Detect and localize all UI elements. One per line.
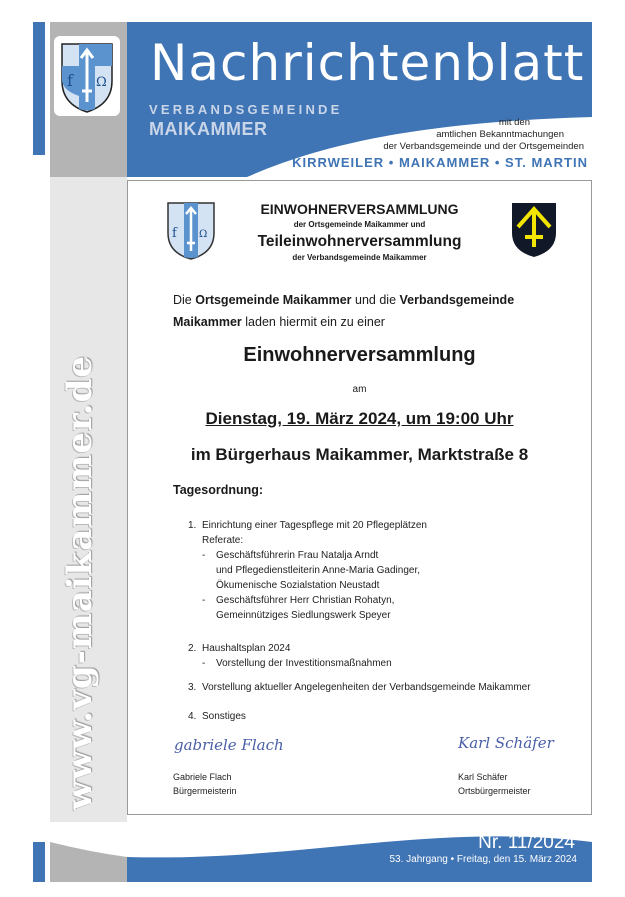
agenda-item: Vorstellung aktueller Angelegenheiten der Verbandsgemeinde Maikammer <box>202 682 531 693</box>
svg-text:Ω: Ω <box>199 229 208 240</box>
svg-text:Ω: Ω <box>96 75 107 90</box>
notice-heading2-sub: der Verbandsgemeinde Maikammer <box>292 253 427 262</box>
agenda-item: Einrichtung einer Tagespflege mit 20 Pflegeplätzen <box>202 520 427 531</box>
towns-line: KIRRWEILER • MAIKAMMER • ST. MARTIN <box>292 155 588 170</box>
signatory-role: Bürgermeisterin <box>173 786 237 796</box>
svg-text:f: f <box>172 226 177 241</box>
agenda-bullet: Geschäftsführer Herr Christian Rohatyn, <box>216 595 395 606</box>
agenda-num: 4. <box>188 711 197 722</box>
issue-details: 53. Jahrgang • Freitag, den 15. März 2024 <box>389 854 577 865</box>
event-location: im Bürgerhaus Maikammer, Marktstraße 8 <box>190 445 529 464</box>
notice-heading-sub: der Ortsgemeinde Maikammer und <box>293 220 426 229</box>
vg-coat-of-arms-icon <box>54 36 120 116</box>
signatory-name: Karl Schäfer <box>458 772 508 782</box>
vg-label: VERBANDSGEMEINDE <box>149 102 343 117</box>
am-label: am <box>352 384 367 395</box>
agenda-num: 1. <box>188 520 197 531</box>
notice-heading2: Teileinwohnerversammlung <box>257 233 462 250</box>
notice-heading: EINWOHNERVERSAMMLUNG <box>260 201 459 217</box>
signatory-role: Ortsbürgermeister <box>458 786 531 796</box>
svg-text:f: f <box>67 71 73 90</box>
intro-bold: Verbandsgemeinde <box>399 293 515 307</box>
intro-part: und die <box>351 293 400 307</box>
agenda-sub-label: Referate: <box>202 535 244 546</box>
agenda-num: 2. <box>188 643 197 654</box>
intro-part: laden hiermit ein zu einer <box>241 315 385 329</box>
blue-stripe <box>33 22 45 155</box>
newsletter-title: Nachrichtenblatt <box>150 34 585 92</box>
intro-text <box>173 293 514 307</box>
signatory-name: Gabriele Flach <box>173 772 232 782</box>
intro-text-2 <box>173 315 385 329</box>
issue-number: Nr. 11/2024 <box>478 832 575 853</box>
agenda-bullet: Vorstellung der Investitionsmaßnahmen <box>216 658 392 669</box>
subtitle-line: mit den <box>498 117 530 128</box>
intro-bold: Maikammer <box>173 315 242 329</box>
event-date: Dienstag, 19. März 2024, um 19:00 Uhr <box>205 409 514 428</box>
intro-bold: Ortsgemeinde Maikammer <box>195 293 352 307</box>
website-url: www.vg-maikammer.de <box>60 355 100 810</box>
agenda-bullet: Geschäftsführerin Frau Natalja Arndt <box>216 550 379 561</box>
notice-box: f Ω EINWOHNERVERSAMMLUNG der Ortsgemeinde Maikammer und Teileinwohnerversammlung der Verbandsgemeinde Maikammer Die Ortsgemeinde Maikammer und die Verbandsgemeinde Maikammer laden hiermit ein zu einer Einwohnerversammlung am Dienstag, 19. März 2024, um 19:00 Uhr im Bürgerhaus Maikammer, Marktstraße 8 Tagesordnung: 1. Einrichtung einer Tagespflege mit 20 Pflegeplätzen Referate: - Geschäftsführerin Frau Natalja Arndt und Pflegedienstleiterin Anne-Maria Gadinger, Ökumenische Sozialstation Neustadt - Geschäftsführer Herr Christian Rohatyn, Gemeinnütziges Siedlungswerk Speyer 2. Haushaltsplan 2024 - Vorstellung der Investitionsmaßnahmen 3. Vorstellung aktueller Angelegenheiten der Verbandsgemeinde Maikammer 4. Sonstiges gabriele Flach Karl Schäfer Gabriele Flach Bürgermeisterin Karl Schäfer Ortsbürgermeister <box>127 180 592 815</box>
signature-schaefer: Karl Schäfer <box>458 734 554 752</box>
agenda-item: Haushaltsplan 2024 <box>202 643 291 654</box>
event-title: Einwohnerversammlung <box>243 344 476 366</box>
agenda-bullet: Ökumenische Sozialstation Neustadt <box>216 580 380 591</box>
agenda-title: Tagesordnung: <box>173 483 264 497</box>
agenda-bullet: und Pflegedienstleiterin Anne-Maria Gadinger, <box>216 565 421 576</box>
agenda-num: 3. <box>188 682 197 693</box>
intro-part: Die <box>173 293 196 307</box>
masthead <box>127 22 592 177</box>
subtitle-line: amtlichen Bekanntmachungen <box>436 129 564 140</box>
signature-flach: gabriele Flach <box>174 736 284 754</box>
subtitle-line: der Verbandsgemeinde und der Ortsgemeinden <box>383 141 584 152</box>
agenda-item: Sonstiges <box>202 711 246 722</box>
vg-name: MAIKAMMER <box>149 119 268 139</box>
agenda-bullet: Gemeinnütziges Siedlungswerk Speyer <box>216 610 391 621</box>
